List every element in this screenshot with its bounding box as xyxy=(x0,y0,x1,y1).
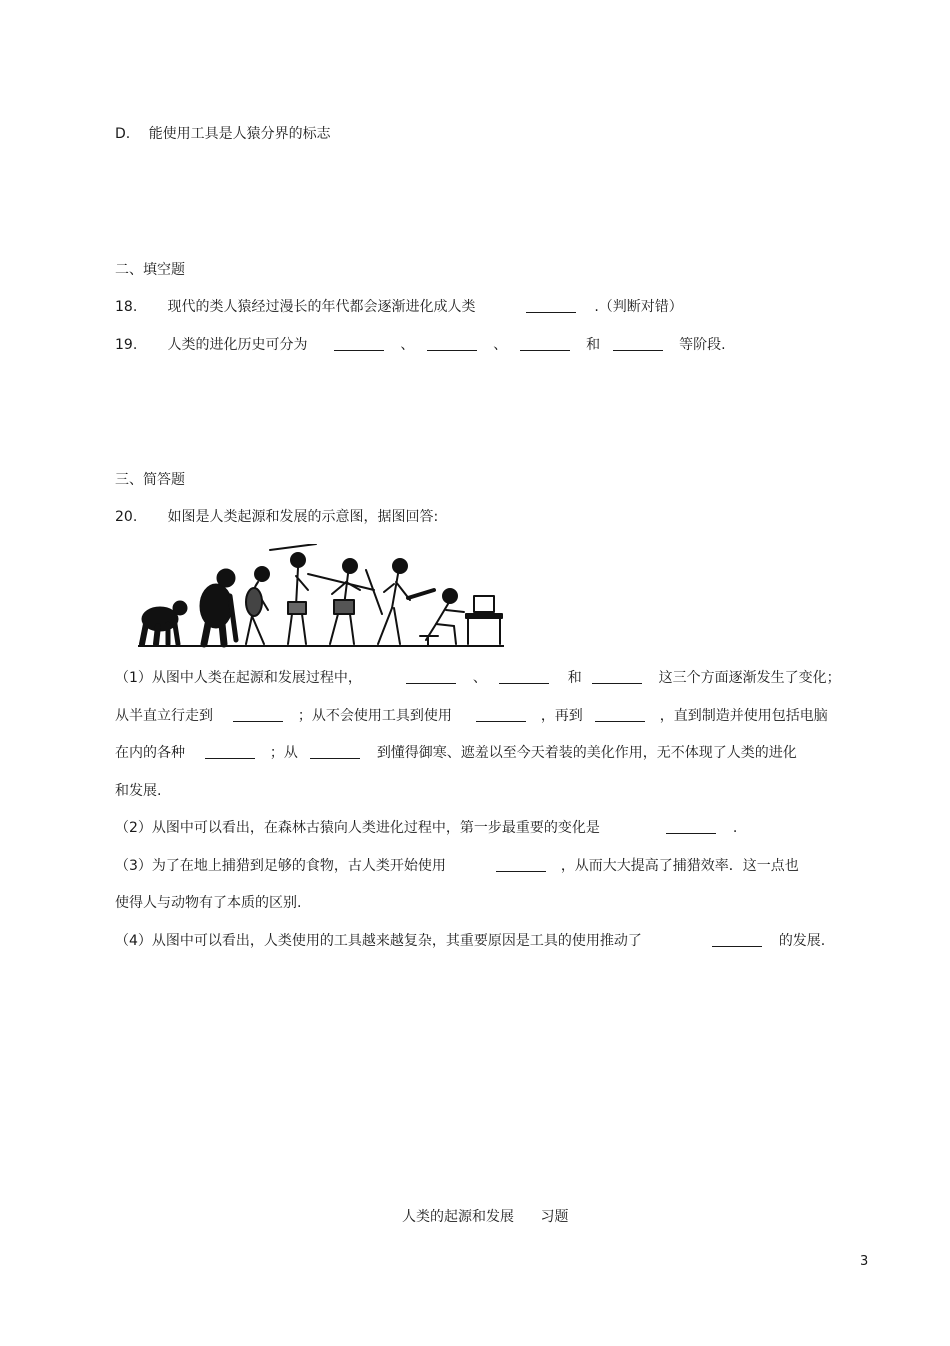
option-letter: D. xyxy=(115,126,131,142)
conjunction: 和 xyxy=(567,670,582,686)
hominid-figure-3 xyxy=(246,567,269,644)
question-text: （3）为了在地上捕猎到足够的食物，古人类开始使用 xyxy=(115,858,446,874)
question-19 xyxy=(115,335,726,355)
question-suffix: 的发展. xyxy=(778,933,826,949)
footer-title xyxy=(402,1207,568,1227)
answer-blank[interactable] xyxy=(520,336,570,351)
footer-subtitle-text: 习题 xyxy=(540,1209,569,1225)
question-suffix: .（判断对错） xyxy=(594,299,683,315)
human-figure-6 xyxy=(366,559,434,644)
answer-blank[interactable] xyxy=(406,669,456,684)
question-18 xyxy=(115,297,683,317)
question-20-part-1-line-2 xyxy=(115,706,828,726)
answer-blank[interactable] xyxy=(205,744,255,759)
answer-blank[interactable] xyxy=(712,932,762,947)
answer-blank[interactable] xyxy=(526,298,576,313)
question-text: ，直到制造并使用包括电脑 xyxy=(659,708,828,724)
answer-blank[interactable] xyxy=(592,669,642,684)
answer-blank[interactable] xyxy=(334,336,384,351)
question-text: 到懂得御寒、遮羞以至今天着装的美化作用，无不体现了人类的进化 xyxy=(376,745,797,761)
question-suffix: 等阶段. xyxy=(679,337,726,353)
question-20-part-1-line-3 xyxy=(115,743,797,763)
question-text: （2）从图中可以看出，在森林古猿向人类进化过程中，第一步最重要的变化是 xyxy=(115,820,600,836)
question-number: 18. xyxy=(115,299,138,315)
separator: 、 xyxy=(493,337,508,353)
answer-blank[interactable] xyxy=(496,857,546,872)
question-text: ，从而大大提高了捕猎效率．这一点也 xyxy=(560,858,799,874)
section-title-fill-blank: 二、填空题 xyxy=(115,262,185,278)
conjunction: 和 xyxy=(586,337,601,353)
option-d xyxy=(115,124,331,144)
answer-blank[interactable] xyxy=(310,744,360,759)
answer-blank[interactable] xyxy=(666,819,716,834)
page-number: 3 xyxy=(860,1254,869,1269)
answer-blank[interactable] xyxy=(595,707,645,722)
question-suffix: . xyxy=(732,820,738,836)
question-text: 如图是人类起源和发展的示意图，据图回答: xyxy=(167,509,439,525)
question-text: 现代的类人猿经过漫长的年代都会逐渐进化成人类 xyxy=(167,299,476,315)
question-text: 在内的各种 xyxy=(115,745,185,761)
question-text: ，再到 xyxy=(540,708,583,724)
question-text: （4）从图中可以看出，人类使用的工具越来越复杂，其重要原因是工具的使用推动了 xyxy=(115,933,642,949)
question-number: 19. xyxy=(115,337,138,353)
question-text: 人类的进化历史可分为 xyxy=(167,337,308,353)
question-text: 从半直立行走到 xyxy=(115,708,213,724)
question-20-part-3-line-2: 使得人与动物有了本质的区别. xyxy=(115,895,302,911)
separator: 、 xyxy=(472,670,487,686)
question-20-part-3-line-1 xyxy=(115,856,799,876)
section-title-short-answer: 三、简答题 xyxy=(115,472,185,488)
answer-blank[interactable] xyxy=(427,336,477,351)
question-text: ；从 xyxy=(269,745,298,761)
question-20-part-2 xyxy=(115,818,737,838)
human-evolution-illustration xyxy=(138,544,504,648)
answer-blank[interactable] xyxy=(476,707,526,722)
answer-blank[interactable] xyxy=(233,707,283,722)
footer-title-text: 人类的起源和发展 xyxy=(402,1209,514,1225)
human-at-computer-figure-7 xyxy=(420,589,502,646)
question-20-part-4 xyxy=(115,931,825,951)
question-text: ；从不会使用工具到使用 xyxy=(297,708,452,724)
ape-figure-2 xyxy=(200,569,236,644)
question-20 xyxy=(115,507,438,527)
question-text: 这三个方面逐渐发生了变化； xyxy=(658,670,841,686)
question-20-part-1-line-4: 和发展. xyxy=(115,783,162,799)
question-text: （1）从图中人类在起源和发展过程中， xyxy=(115,670,362,686)
option-text: 能使用工具是人猿分界的标志 xyxy=(148,126,331,142)
answer-blank[interactable] xyxy=(499,669,549,684)
ape-figure-1 xyxy=(142,601,187,644)
hominid-figure-4 xyxy=(270,544,316,644)
answer-blank[interactable] xyxy=(613,336,663,351)
separator: 、 xyxy=(400,337,415,353)
hominid-figure-5 xyxy=(308,559,374,644)
question-20-part-1-line-1 xyxy=(115,668,841,688)
question-number: 20. xyxy=(115,509,138,525)
